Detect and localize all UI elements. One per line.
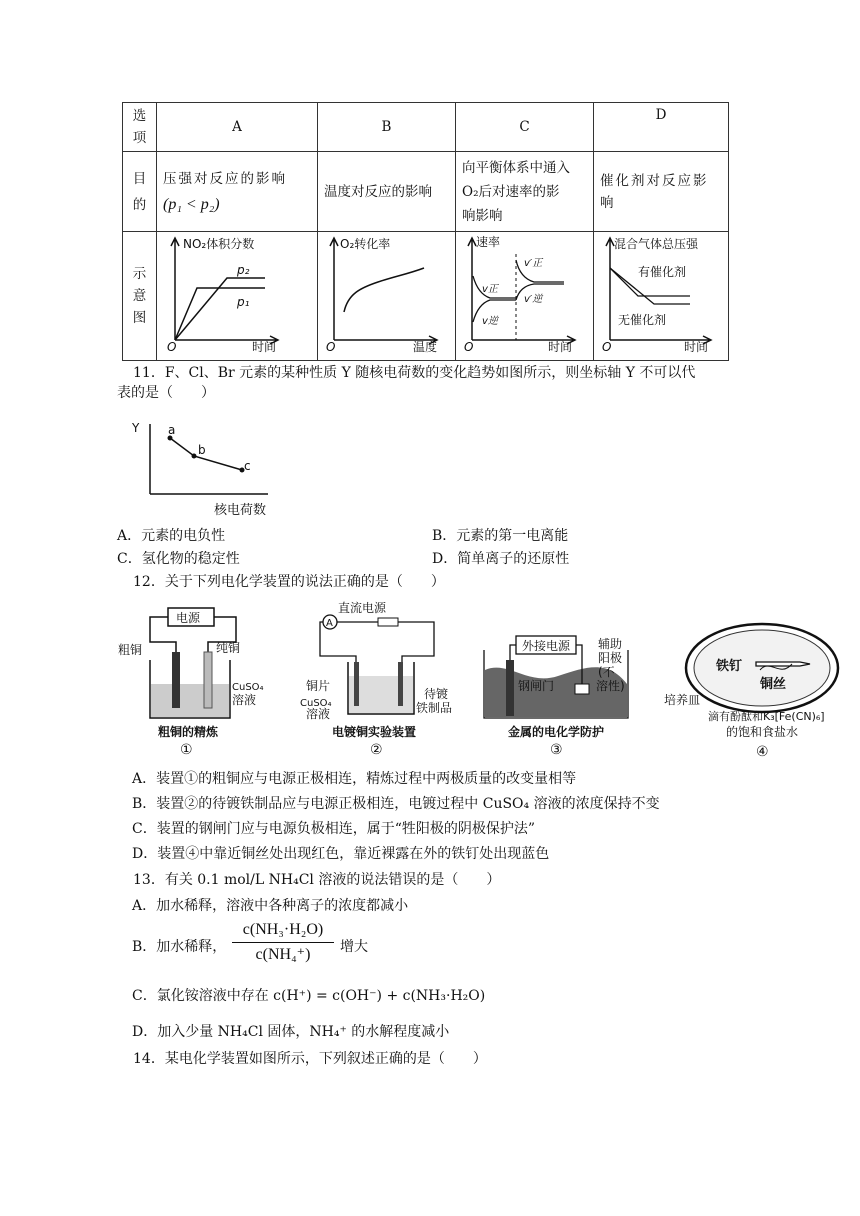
purpose-b: 温度对反应的影响: [318, 152, 456, 232]
svg-text:A: A: [326, 618, 333, 629]
svg-text:v′正: v′正: [524, 258, 543, 269]
svg-text:CuSO₄: CuSO₄: [300, 698, 332, 709]
svg-text:O: O: [602, 340, 612, 354]
svg-text:O: O: [464, 340, 474, 354]
svg-text:混合气体总压强: 混合气体总压强: [614, 237, 699, 251]
curve-p1: [175, 288, 265, 340]
q14-stem: 14．某电化学装置如图所示，下列叙述正确的是（ ）: [133, 1051, 487, 1067]
q11-option-c: C．氢化物的稳定性: [117, 551, 240, 567]
svg-text:粗铜: 粗铜: [118, 643, 143, 657]
svg-text:铁钉: 铁钉: [716, 659, 743, 674]
svg-text:核电荷数: 核电荷数: [214, 503, 267, 518]
svg-text:辅助: 辅助: [598, 637, 623, 651]
svg-text:Y: Y: [132, 421, 140, 435]
svg-text:铁制品: 铁制品: [416, 701, 453, 715]
graph-a-y-axis: [171, 238, 179, 340]
col-header-a: A: [157, 103, 318, 152]
svg-text:①: ①: [180, 742, 193, 758]
svg-text:待镀: 待镀: [424, 687, 449, 701]
row-header-purpose: 目的: [123, 152, 157, 232]
svg-text:速率: 速率: [476, 235, 501, 249]
q11-option-a: A．元素的电负性: [117, 528, 226, 544]
q13-option-a: A．加水稀释，溶液中各种离子的浓度都减小: [132, 898, 409, 914]
svg-text:粗铜的精炼: 粗铜的精炼: [158, 725, 219, 739]
svg-text:金属的电化学防护: 金属的电化学防护: [508, 725, 605, 739]
fraction-denominator: c(NH₄⁺): [255, 946, 311, 963]
q12-option-d: D．装置④中靠近铜丝处出现红色，靠近裸露在外的铁钉处出现蓝色: [132, 846, 550, 862]
svg-text:溶液: 溶液: [306, 707, 331, 721]
col-header-b: B: [318, 103, 456, 152]
q13-option-b-prefix: B．加水稀释，: [132, 939, 227, 955]
svg-text:纯铜: 纯铜: [216, 641, 241, 655]
svg-text:v逆: v逆: [482, 316, 498, 327]
svg-text:电镀铜实验装置: 电镀铜实验装置: [332, 725, 417, 739]
q13-option-d: D．加入少量 NH₄Cl 固体，NH₄⁺ 的水解程度减小: [132, 1024, 450, 1040]
svg-text:电源: 电源: [176, 611, 201, 625]
svg-text:时间: 时间: [684, 340, 709, 354]
graph-a-cell: [157, 232, 318, 361]
svg-text:v正: v正: [482, 284, 498, 295]
svg-text:时间: 时间: [252, 340, 277, 354]
svg-text:(不: (不: [598, 665, 615, 679]
q13-option-c: C．氯化铵溶液中存在 c(H⁺) = c(OH⁻) + c(NH₃·H₂O): [132, 988, 486, 1004]
graph-d: [594, 232, 716, 354]
q12-figure-4: [660, 608, 845, 763]
fraction-numerator: c(NH₃·H₂O): [242, 921, 324, 938]
svg-text:b: b: [198, 443, 206, 457]
svg-text:培养皿: 培养皿: [664, 693, 701, 707]
fraction-bar: [232, 942, 334, 943]
graph-a-ylabel: NO₂体积分数: [183, 237, 255, 251]
q12-figure-2: [298, 600, 463, 760]
svg-text:无催化剂: 无催化剂: [618, 313, 667, 327]
svg-text:阳极: 阳极: [598, 651, 623, 665]
graph-d-cell: [594, 232, 729, 361]
svg-text:有催化剂: 有催化剂: [638, 265, 687, 279]
graph-a: [157, 232, 305, 354]
q12-option-a: A．装置①的粗铜应与电源正极相连，精炼过程中两极质量的改变量相等: [132, 771, 577, 787]
svg-text:直流电源: 直流电源: [338, 601, 387, 615]
svg-text:溶性): 溶性): [596, 679, 625, 693]
graph-c-cell: [456, 232, 594, 361]
q13-option-b-suffix: 增大: [340, 939, 368, 955]
purpose-c: 向平衡体系中通入 O₂后对速率的影 响影响: [456, 152, 594, 232]
graph-b-cell: [318, 232, 456, 361]
curve-b: [344, 268, 424, 312]
svg-text:p₁: p₁: [237, 295, 250, 309]
row-header-diagram: 示意图: [123, 232, 157, 361]
svg-text:铜片: 铜片: [306, 679, 331, 693]
q11-option-b: B．元素的第一电离能: [432, 528, 569, 544]
svg-text:的饱和食盐水: 的饱和食盐水: [726, 725, 799, 739]
purpose-a: 压强对反应的影响 (p₁ < p₂): [157, 152, 318, 232]
q11-option-d: D．简单离子的还原性: [432, 551, 570, 567]
q12-option-c: C．装置的钢闸门应与电源负极相连，属于“牲阳极的阴极保护法”: [132, 821, 536, 837]
svg-text:O: O: [326, 340, 336, 354]
svg-text:CuSO₄: CuSO₄: [232, 682, 264, 693]
q12-figure-1: [118, 600, 278, 760]
svg-text:p₂: p₂: [237, 263, 250, 277]
graph-b: [318, 232, 443, 354]
q13-option-b-fraction: [232, 920, 334, 965]
col-header-c: C: [456, 103, 594, 152]
purpose-d: 催化剂对反应影 响: [594, 152, 729, 232]
svg-text:温度: 温度: [413, 340, 438, 354]
svg-text:a: a: [168, 423, 176, 437]
svg-text:③: ③: [550, 742, 563, 758]
svg-text:④: ④: [756, 744, 769, 760]
svg-text:外接电源: 外接电源: [522, 639, 571, 653]
svg-text:②: ②: [370, 742, 383, 758]
q13-stem: 13．有关 0.1 mol/L NH₄Cl 溶液的说法错误的是（ ）: [133, 872, 501, 888]
svg-text:c: c: [244, 459, 251, 473]
svg-text:v′逆: v′逆: [524, 294, 543, 305]
svg-text:钢闸门: 钢闸门: [518, 679, 555, 693]
q12-stem: 12．关于下列电化学装置的说法正确的是（ ）: [133, 574, 445, 590]
q12-figure-3: [478, 600, 658, 760]
col-header-d: D: [594, 103, 729, 152]
q11-stem: 11．F、Cl、Br 元素的某种性质 Y 随核电荷数的变化趋势如图所示，则坐标轴 Y 不可以代: [133, 365, 696, 381]
q12-option-b: B．装置②的待镀铁制品应与电源正极相连，电镀过程中 CuSO₄ 溶液的浓度保持不变: [132, 796, 660, 812]
row-header-option: 选项: [123, 103, 157, 152]
options-table: [122, 102, 729, 361]
svg-text:滴有酚酞和K₃[Fe(CN)₆]: 滴有酚酞和K₃[Fe(CN)₆]: [708, 710, 825, 723]
svg-text:溶液: 溶液: [232, 693, 257, 707]
q11-graph: [128, 412, 288, 522]
nail-shape: [756, 662, 810, 666]
svg-text:铜丝: 铜丝: [760, 677, 787, 692]
graph-c: [456, 232, 581, 354]
graph-b-ylabel: O₂转化率: [340, 237, 391, 251]
svg-text:O: O: [167, 340, 177, 354]
q11-stem-cont: 表的是（ ）: [117, 385, 215, 401]
svg-text:时间: 时间: [548, 340, 573, 354]
